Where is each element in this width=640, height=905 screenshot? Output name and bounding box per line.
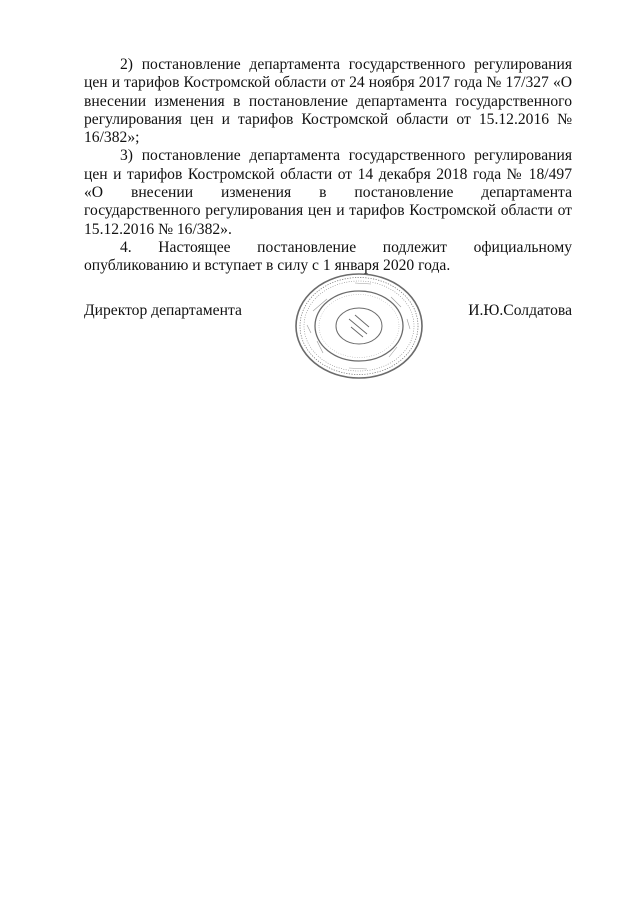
paragraph-item-2: 2) постановление департамента государственного регулирования цен и тарифов Костромской области от 24 ноября 2017 года № 17/327 «О внесении изменения в постановление департамента государственного регулирования цен и тарифов Костромской области от 15.12.2016 № 16/382»; xyxy=(84,56,572,147)
signatory-name: И.Ю.Солдатова xyxy=(468,302,572,319)
document-body xyxy=(84,56,572,276)
official-seal-icon xyxy=(293,271,425,381)
signatory-title: Директор департамента xyxy=(84,302,242,319)
paragraph-item-4: 4. Настоящее постановление подлежит официальному опубликованию и вступает в силу с 1 января 2020 года. xyxy=(84,238,572,275)
paragraph-item-3: 3) постановление департамента государственного регулирования цен и тарифов Костромской области от 14 декабря 2018 года № 18/497 «О внесении изменения в постановление департамента государственного регулирования цен и тарифов Костромской области от 15.12.2016 № 16/382». xyxy=(84,147,572,238)
